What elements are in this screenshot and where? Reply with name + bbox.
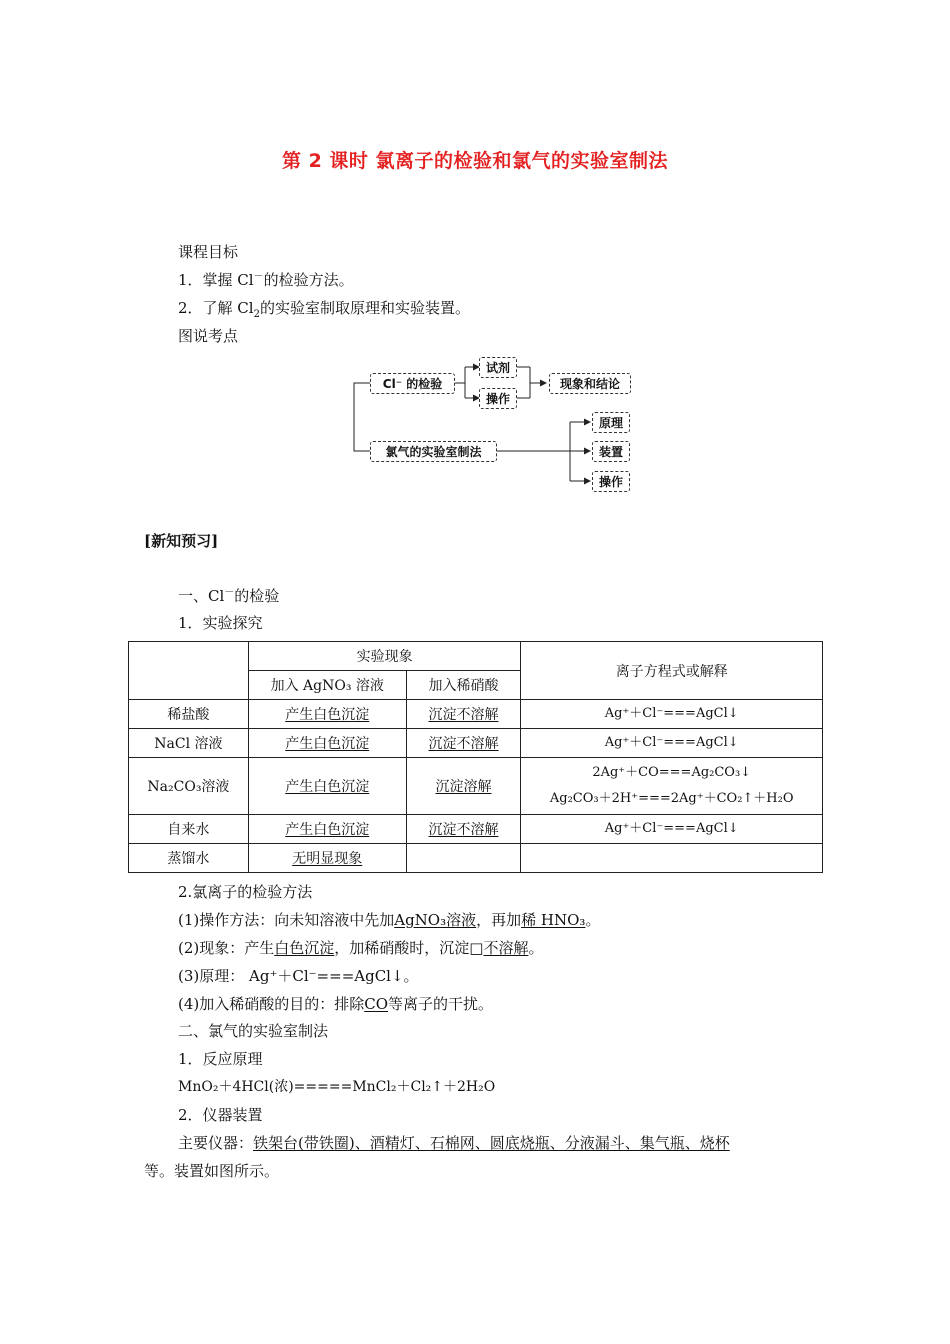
table-row [129, 815, 823, 844]
row-equation-line-1: 2Ag⁺＋CO===Ag₂CO₃↓ [592, 765, 752, 780]
preview-label: [新知预习] [144, 532, 219, 550]
row-equation: Ag⁺＋Cl⁻===AgCl↓ [521, 700, 823, 729]
row-equation [521, 844, 823, 873]
page-title: 第 2 课时 氯离子的检验和氯气的实验室制法 [281, 150, 669, 172]
row-hno3: 沉淀不溶解 [428, 822, 499, 838]
box-operation-2: 操作 [592, 471, 630, 492]
row-agno3: 产生白色沉淀 [285, 779, 370, 795]
method-phenomenon: (2)现象：产生白色沉淀，加稀硝酸时，沉淀□不溶解。 [178, 939, 544, 957]
section2-sub1: 1．反应原理 [178, 1050, 263, 1068]
row-equation: Ag⁺＋Cl⁻===AgCl↓ [521, 729, 823, 758]
row-equation: Ag⁺＋Cl⁻===AgCl↓ [521, 815, 823, 844]
diagram-heading: 图说考点 [178, 327, 239, 345]
row-name: 自来水 [129, 815, 249, 844]
goal-item-2: 2．了解 $Cl_2$的实验室制取原理和实验装置。 [178, 299, 470, 320]
table-row [129, 844, 823, 873]
row-name: Na₂CO₃溶液 [129, 758, 249, 815]
box-reagent: 试剂 [479, 357, 517, 378]
row-name: 稀盐酸 [129, 700, 249, 729]
method-principle: (3)原理： Ag⁺＋Cl⁻===AgCl↓。 [178, 967, 419, 985]
row-agno3: 产生白色沉淀 [285, 822, 370, 838]
table-row [129, 758, 823, 815]
box-operation-1: 操作 [479, 388, 517, 409]
method-operation: (1)操作方法：向未知溶液中先加AgNO₃溶液，再加稀 HNO₃。 [178, 911, 601, 929]
instruments-end: 等。装置如图所示。 [144, 1162, 280, 1180]
row-hno3: 沉淀不溶解 [428, 707, 499, 723]
box-result: 现象和结论 [549, 373, 631, 394]
row-agno3: 无明显现象 [292, 851, 363, 867]
header-agno3: 加入 AgNO₃ 溶液 [248, 671, 406, 700]
section2-sub2: 2．仪器装置 [178, 1106, 263, 1124]
section1-sub1: 1．实验探究 [178, 614, 263, 632]
method-purpose: (4)加入稀硝酸的目的：排除CO等离子的干扰。 [178, 995, 494, 1013]
box-cl-test: Cl⁻ 的检验 [370, 373, 455, 394]
box-chlorine-prep: 氯气的实验室制法 [370, 441, 497, 462]
table-row [129, 729, 823, 758]
goal-item-1: 1．掌握 Cl－的检验方法。 [178, 271, 354, 289]
row-hno3 [406, 844, 521, 873]
row-hno3: 沉淀不溶解 [428, 736, 499, 752]
row-hno3: 沉淀溶解 [435, 779, 492, 795]
row-equation [521, 758, 823, 815]
box-principle: 原理 [592, 412, 630, 433]
row-name: NaCl 溶液 [129, 729, 249, 758]
row-agno3: 产生白色沉淀 [285, 707, 370, 723]
experiment-table [128, 641, 823, 873]
table-corner [129, 642, 249, 700]
goals-heading: 课程目标 [178, 243, 239, 261]
method-heading: 2.氯离子的检验方法 [178, 883, 313, 901]
reaction-equation: MnO₂＋4HCl(浓)=====MnCl₂＋Cl₂↑＋2H₂O [178, 1079, 496, 1095]
table-row [129, 700, 823, 729]
row-equation-line-2: Ag₂CO₃＋2H⁺===2Ag⁺＋CO₂↑＋H₂O [549, 791, 794, 806]
header-phenomenon: 实验现象 [248, 642, 521, 671]
row-name: 蒸馏水 [129, 844, 249, 873]
header-hno3: 加入稀硝酸 [406, 671, 521, 700]
section2-heading: 二、氯气的实验室制法 [178, 1022, 329, 1040]
row-agno3: 产生白色沉淀 [285, 736, 370, 752]
instruments-line: 主要仪器：铁架台(带铁圈)、酒精灯、石棉网、圆底烧瓶、分液漏斗、集气瓶、烧杯 [178, 1134, 730, 1152]
section1-heading: 一、Cl－的检验 [178, 587, 280, 605]
box-apparatus: 装置 [592, 441, 630, 462]
header-equation: 离子方程式或解释 [521, 642, 823, 700]
